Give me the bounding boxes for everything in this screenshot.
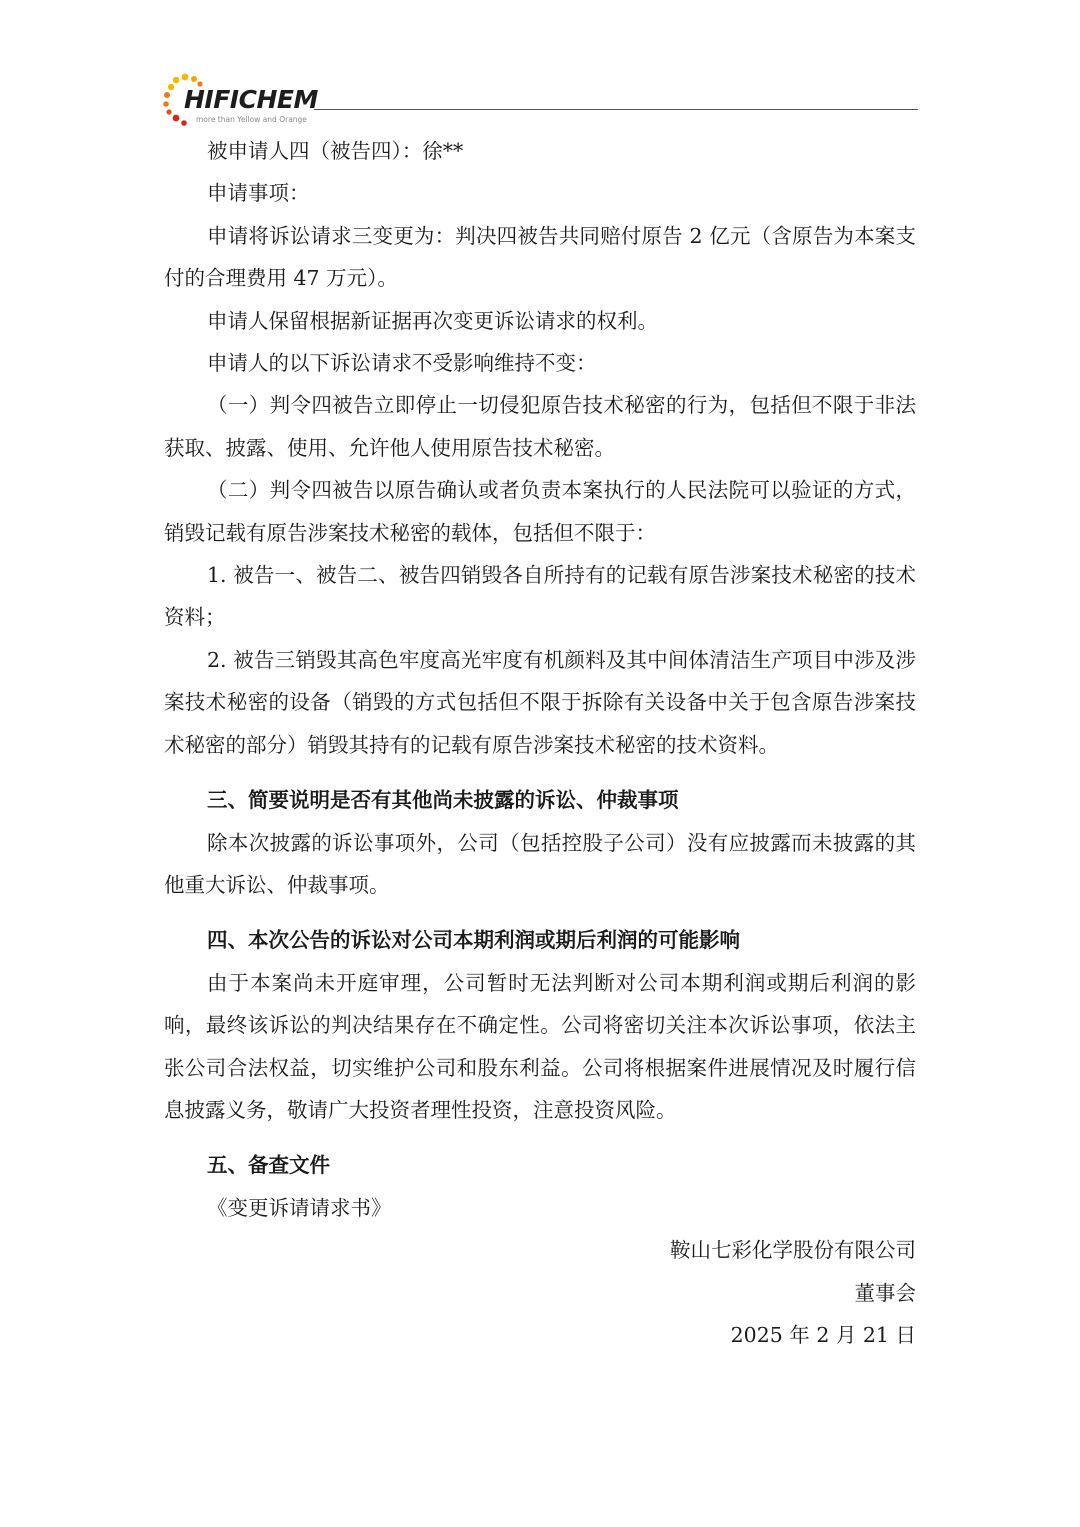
signature-company: 鞍山七彩化学股份有限公司	[670, 1238, 916, 1263]
signature-date: 2025 年 2 月 21 日	[730, 1322, 916, 1347]
claim-subitem-one: 1. 被告一、被告二、被告四销毁各自所持有的记载有原告涉案技术秘密的技术资料；	[164, 563, 916, 630]
page-header	[162, 72, 918, 132]
section-three-heading: 三、简要说明是否有其他尚未披露的诉讼、仲裁事项	[207, 788, 679, 813]
section-four-body: 由于本案尚未开庭审理，公司暂时无法判断对公司本期利润或期后利润的影响，最终该诉讼的判决结果存在不确定性。公司将密切关注本次诉讼事项，依法主张公司合法权益，切实维护公司和股东利益。公司将根据案件进展情况及时履行信息披露义务，敬请广大投资者理性投资，注意投资风险。	[164, 970, 916, 1122]
application-matters-label: 申请事项：	[207, 181, 310, 206]
signature-board: 董事会	[854, 1280, 916, 1305]
claim-item-one: （一）判令四被告立即停止一切侵犯原告技术秘密的行为，包括但不限于非法获取、披露、使用、允许他人使用原告技术秘密。	[164, 393, 916, 460]
logo-tagline: more than Yellow and Orange	[196, 115, 307, 124]
company-logo	[162, 72, 318, 130]
claim-change-paragraph: 申请将诉讼请求三变更为：判决四被告共同赔付原告 2 亿元（含原告为本案支付的合理费用 47 万元）。	[164, 223, 916, 291]
claim-item-two: （二）判令四被告以原告确认或者负责本案执行的人民法院可以验证的方式，销毁记载有原告涉案技术秘密的载体，包括但不限于：	[164, 478, 916, 545]
reserve-rights-paragraph: 申请人保留根据新证据再次变更诉讼请求的权利。	[207, 308, 658, 333]
claim-subitem-two: 2. 被告三销毁其高色牢度高光牢度有机颜料及其中间体清洁生产项目中涉及涉案技术秘密的设备（销毁的方式包括但不限于拆除有关设备中关于包含原告涉案技术秘密的部分）销毁其持有的记载有原告涉案技术秘密的技术资料。	[164, 647, 916, 757]
unchanged-claims-intro: 申请人的以下诉讼请求不受影响维持不变：	[207, 351, 597, 376]
section-three-body: 除本次披露的诉讼事项外，公司（包括控股子公司）没有应披露而未披露的其他重大诉讼、仲裁事项。	[164, 830, 916, 897]
section-four-heading: 四、本次公告的诉讼对公司本期利润或期后利润的可能影响	[207, 928, 740, 953]
logo-wordmark: HIFICHEM	[184, 85, 318, 114]
section-five-heading: 五、备查文件	[207, 1153, 330, 1178]
document-body	[164, 130, 916, 1356]
respondent-four-line: 被申请人四（被告四）：徐**	[207, 139, 464, 163]
section-five-body: 《变更诉请请求书》	[207, 1195, 392, 1220]
header-rule	[314, 109, 918, 110]
